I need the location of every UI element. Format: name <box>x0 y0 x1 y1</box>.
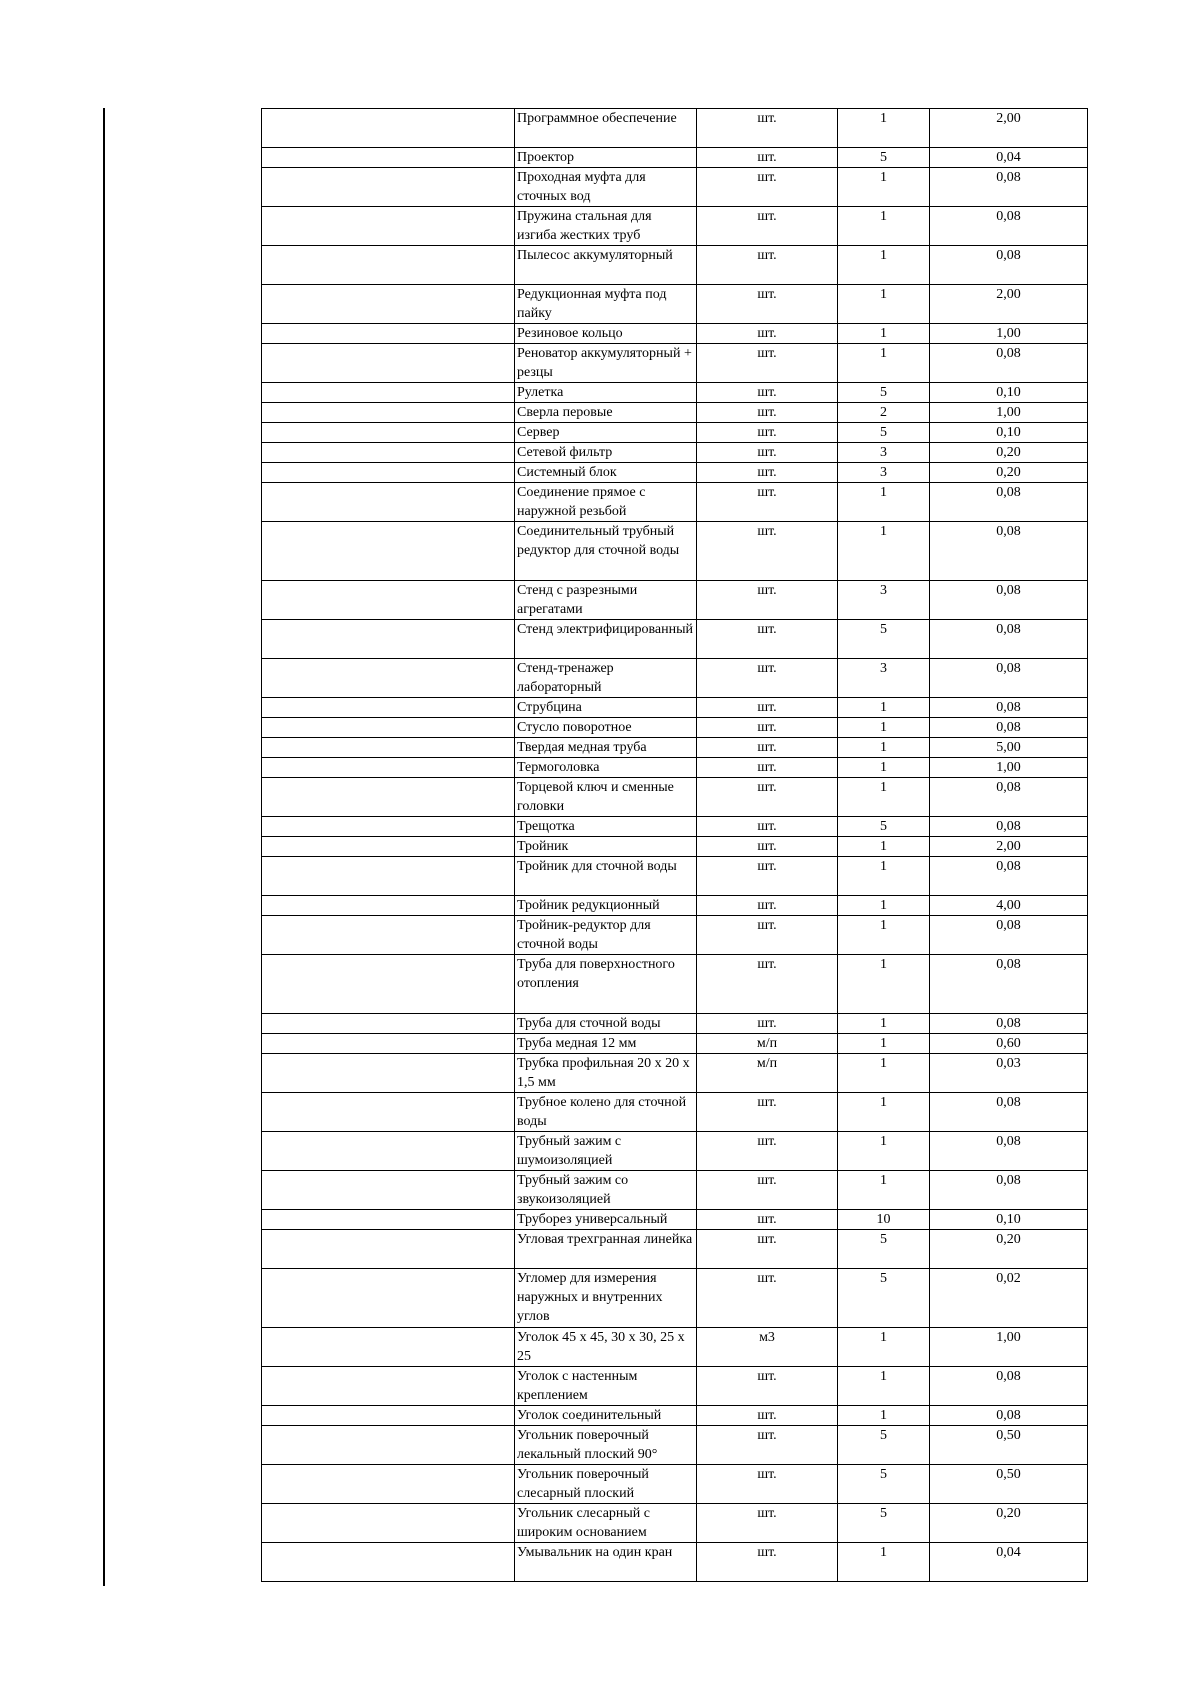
blank-cell <box>262 483 515 522</box>
item-name-cell: Программное обеспечение <box>515 109 697 148</box>
table-row <box>262 246 1088 285</box>
rate-cell: 0,50 <box>930 1465 1088 1504</box>
unit-cell: шт. <box>697 1014 838 1034</box>
unit-cell: шт. <box>697 718 838 738</box>
rate-cell: 0,60 <box>930 1034 1088 1054</box>
quantity-cell: 1 <box>838 955 930 1014</box>
item-name-cell: Проектор <box>515 148 697 168</box>
rate-cell: 0,20 <box>930 1230 1088 1269</box>
table-row <box>262 1093 1088 1132</box>
item-name-cell: Редукционная муфта под пайку <box>515 285 697 324</box>
unit-cell: шт. <box>697 698 838 718</box>
unit-cell: шт. <box>697 758 838 778</box>
item-name-cell: Труба для сточной воды <box>515 1014 697 1034</box>
unit-cell: шт. <box>697 659 838 698</box>
table-row <box>262 698 1088 718</box>
item-name-cell: Рулетка <box>515 383 697 403</box>
blank-cell <box>262 857 515 896</box>
item-name-cell: Торцевой ключ и сменные головки <box>515 778 697 817</box>
blank-cell <box>262 207 515 246</box>
rate-cell: 0,08 <box>930 522 1088 581</box>
table-row <box>262 109 1088 148</box>
quantity-cell: 1 <box>838 698 930 718</box>
unit-cell: шт. <box>697 1171 838 1210</box>
table-row <box>262 955 1088 1014</box>
quantity-cell: 5 <box>838 1269 930 1328</box>
item-name-cell: Умывальник на один кран <box>515 1543 697 1582</box>
quantity-cell: 1 <box>838 778 930 817</box>
quantity-cell: 5 <box>838 620 930 659</box>
blank-cell <box>262 620 515 659</box>
quantity-cell: 10 <box>838 1210 930 1230</box>
rate-cell: 0,08 <box>930 955 1088 1014</box>
blank-cell <box>262 324 515 344</box>
item-name-cell: Тройник редукционный <box>515 896 697 916</box>
item-name-cell: Проходная муфта для сточных вод <box>515 168 697 207</box>
rate-cell: 0,50 <box>930 1426 1088 1465</box>
table-row <box>262 1426 1088 1465</box>
quantity-cell: 3 <box>838 659 930 698</box>
table-row <box>262 1465 1088 1504</box>
unit-cell: шт. <box>697 778 838 817</box>
blank-cell <box>262 1230 515 1269</box>
quantity-cell: 1 <box>838 1406 930 1426</box>
unit-cell: шт. <box>697 738 838 758</box>
rate-cell: 0,08 <box>930 581 1088 620</box>
blank-cell <box>262 246 515 285</box>
quantity-cell: 5 <box>838 148 930 168</box>
unit-cell: шт. <box>697 896 838 916</box>
rate-cell: 5,00 <box>930 738 1088 758</box>
rate-cell: 0,08 <box>930 1014 1088 1034</box>
table-row <box>262 1269 1088 1328</box>
item-name-cell: Соединение прямое с наружной резьбой <box>515 483 697 522</box>
quantity-cell: 5 <box>838 1230 930 1269</box>
table-row <box>262 1406 1088 1426</box>
unit-cell: шт. <box>697 916 838 955</box>
unit-cell: шт. <box>697 383 838 403</box>
blank-cell <box>262 955 515 1014</box>
rate-cell: 0,20 <box>930 1504 1088 1543</box>
quantity-cell: 1 <box>838 344 930 383</box>
quantity-cell: 1 <box>838 1014 930 1034</box>
quantity-cell: 1 <box>838 1328 930 1367</box>
blank-cell <box>262 423 515 443</box>
table-row <box>262 522 1088 581</box>
table-row <box>262 344 1088 383</box>
item-name-cell: Угольник поверочный слесарный плоский <box>515 1465 697 1504</box>
unit-cell: шт. <box>697 522 838 581</box>
unit-cell: шт. <box>697 1210 838 1230</box>
unit-cell: шт. <box>697 581 838 620</box>
blank-cell <box>262 1328 515 1367</box>
blank-cell <box>262 837 515 857</box>
item-name-cell: Угольник слесарный с широким основанием <box>515 1504 697 1543</box>
rate-cell: 0,04 <box>930 1543 1088 1582</box>
table-row <box>262 1543 1088 1582</box>
blank-cell <box>262 778 515 817</box>
blank-cell <box>262 344 515 383</box>
blank-cell <box>262 1465 515 1504</box>
item-name-cell: Трубка профильная 20 х 20 х 1,5 мм <box>515 1054 697 1093</box>
unit-cell: шт. <box>697 1406 838 1426</box>
unit-cell: шт. <box>697 955 838 1014</box>
table-row <box>262 403 1088 423</box>
table-row <box>262 659 1088 698</box>
item-name-cell: Стенд-тренажер лабораторный <box>515 659 697 698</box>
equipment-table-body <box>262 109 1088 1582</box>
item-name-cell: Резиновое кольцо <box>515 324 697 344</box>
table-row <box>262 383 1088 403</box>
rate-cell: 1,00 <box>930 403 1088 423</box>
table-row <box>262 1132 1088 1171</box>
blank-cell <box>262 1269 515 1328</box>
quantity-cell: 1 <box>838 857 930 896</box>
item-name-cell: Уголок соединительный <box>515 1406 697 1426</box>
table-row <box>262 1504 1088 1543</box>
item-name-cell: Труборез универсальный <box>515 1210 697 1230</box>
blank-cell <box>262 1210 515 1230</box>
rate-cell: 0,08 <box>930 1171 1088 1210</box>
blank-cell <box>262 1093 515 1132</box>
item-name-cell: Соединительный трубный редуктор для сточной воды <box>515 522 697 581</box>
item-name-cell: Системный блок <box>515 463 697 483</box>
table-row <box>262 581 1088 620</box>
table-row <box>262 758 1088 778</box>
quantity-cell: 2 <box>838 403 930 423</box>
blank-cell <box>262 403 515 423</box>
quantity-cell: 5 <box>838 817 930 837</box>
table-row <box>262 778 1088 817</box>
unit-cell: шт. <box>697 207 838 246</box>
table-row <box>262 1034 1088 1054</box>
quantity-cell: 5 <box>838 1426 930 1465</box>
quantity-cell: 1 <box>838 718 930 738</box>
table-row <box>262 916 1088 955</box>
blank-cell <box>262 916 515 955</box>
rate-cell: 0,10 <box>930 1210 1088 1230</box>
blank-cell <box>262 285 515 324</box>
blank-cell <box>262 698 515 718</box>
table-row <box>262 168 1088 207</box>
quantity-cell: 1 <box>838 207 930 246</box>
table-row <box>262 1014 1088 1034</box>
table-row <box>262 718 1088 738</box>
table-row <box>262 1328 1088 1367</box>
item-name-cell: Стенд с разрезными агрегатами <box>515 581 697 620</box>
table-row <box>262 620 1088 659</box>
rate-cell: 0,04 <box>930 148 1088 168</box>
quantity-cell: 1 <box>838 1543 930 1582</box>
blank-cell <box>262 1132 515 1171</box>
blank-cell <box>262 659 515 698</box>
item-name-cell: Труба медная 12 мм <box>515 1034 697 1054</box>
quantity-cell: 5 <box>838 1465 930 1504</box>
rate-cell: 0,08 <box>930 1132 1088 1171</box>
quantity-cell: 1 <box>838 837 930 857</box>
rate-cell: 0,08 <box>930 1367 1088 1406</box>
table-row <box>262 817 1088 837</box>
item-name-cell: Сетевой фильтр <box>515 443 697 463</box>
unit-cell: шт. <box>697 1465 838 1504</box>
equipment-table <box>261 108 1088 1582</box>
rate-cell: 0,08 <box>930 483 1088 522</box>
blank-cell <box>262 1034 515 1054</box>
rate-cell: 2,00 <box>930 837 1088 857</box>
item-name-cell: Реноватор аккумуляторный + резцы <box>515 344 697 383</box>
table-row <box>262 463 1088 483</box>
blank-cell <box>262 896 515 916</box>
blank-cell <box>262 109 515 148</box>
unit-cell: шт. <box>697 168 838 207</box>
unit-cell: шт. <box>697 463 838 483</box>
item-name-cell: Угловая трехгранная линейка <box>515 1230 697 1269</box>
quantity-cell: 5 <box>838 383 930 403</box>
blank-cell <box>262 1426 515 1465</box>
item-name-cell: Трубный зажим со звукоизоляцией <box>515 1171 697 1210</box>
item-name-cell: Тройник <box>515 837 697 857</box>
table-row <box>262 1054 1088 1093</box>
item-name-cell: Пылесос аккумуляторный <box>515 246 697 285</box>
quantity-cell: 1 <box>838 168 930 207</box>
quantity-cell: 1 <box>838 1171 930 1210</box>
table-row <box>262 1367 1088 1406</box>
blank-cell <box>262 817 515 837</box>
rate-cell: 0,08 <box>930 1406 1088 1426</box>
quantity-cell: 1 <box>838 916 930 955</box>
table-row <box>262 896 1088 916</box>
rate-cell: 0,08 <box>930 718 1088 738</box>
unit-cell: шт. <box>697 483 838 522</box>
rate-cell: 2,00 <box>930 109 1088 148</box>
unit-cell: шт. <box>697 285 838 324</box>
unit-cell: шт. <box>697 1426 838 1465</box>
quantity-cell: 5 <box>838 423 930 443</box>
quantity-cell: 1 <box>838 738 930 758</box>
rate-cell: 0,20 <box>930 443 1088 463</box>
rate-cell: 0,02 <box>930 1269 1088 1328</box>
item-name-cell: Угольник поверочный лекальный плоский 90° <box>515 1426 697 1465</box>
quantity-cell: 1 <box>838 522 930 581</box>
item-name-cell: Пружина стальная для изгиба жестких труб <box>515 207 697 246</box>
unit-cell: шт. <box>697 1132 838 1171</box>
quantity-cell: 1 <box>838 285 930 324</box>
unit-cell: шт. <box>697 620 838 659</box>
unit-cell: шт. <box>697 109 838 148</box>
blank-cell <box>262 148 515 168</box>
quantity-cell: 1 <box>838 1367 930 1406</box>
quantity-cell: 3 <box>838 463 930 483</box>
rate-cell: 0,10 <box>930 383 1088 403</box>
blank-cell <box>262 1171 515 1210</box>
rate-cell: 0,03 <box>930 1054 1088 1093</box>
quantity-cell: 1 <box>838 109 930 148</box>
rate-cell: 0,08 <box>930 916 1088 955</box>
quantity-cell: 1 <box>838 1132 930 1171</box>
blank-cell <box>262 1504 515 1543</box>
rate-cell: 0,08 <box>930 620 1088 659</box>
unit-cell: м/п <box>697 1034 838 1054</box>
unit-cell: шт. <box>697 344 838 383</box>
blank-cell <box>262 1406 515 1426</box>
unit-cell: шт. <box>697 837 838 857</box>
table-row <box>262 207 1088 246</box>
table-row <box>262 285 1088 324</box>
table-row <box>262 443 1088 463</box>
rate-cell: 0,08 <box>930 817 1088 837</box>
table-row <box>262 738 1088 758</box>
rate-cell: 0,08 <box>930 246 1088 285</box>
item-name-cell: Труба для поверхностного отопления <box>515 955 697 1014</box>
quantity-cell: 3 <box>838 443 930 463</box>
blank-cell <box>262 443 515 463</box>
item-name-cell: Трубное колено для сточной воды <box>515 1093 697 1132</box>
blank-cell <box>262 1543 515 1582</box>
unit-cell: шт. <box>697 148 838 168</box>
unit-cell: шт. <box>697 1093 838 1132</box>
unit-cell: шт. <box>697 443 838 463</box>
unit-cell: шт. <box>697 1367 838 1406</box>
item-name-cell: Сверла перовые <box>515 403 697 423</box>
quantity-cell: 1 <box>838 758 930 778</box>
rate-cell: 1,00 <box>930 1328 1088 1367</box>
rate-cell: 2,00 <box>930 285 1088 324</box>
quantity-cell: 1 <box>838 1034 930 1054</box>
blank-cell <box>262 718 515 738</box>
item-name-cell: Термоголовка <box>515 758 697 778</box>
unit-cell: шт. <box>697 423 838 443</box>
table-row <box>262 324 1088 344</box>
item-name-cell: Сервер <box>515 423 697 443</box>
item-name-cell: Уголок 45 х 45, 30 х 30, 25 х 25 <box>515 1328 697 1367</box>
blank-cell <box>262 758 515 778</box>
unit-cell: шт. <box>697 1230 838 1269</box>
table-row <box>262 423 1088 443</box>
quantity-cell: 1 <box>838 896 930 916</box>
table-row <box>262 837 1088 857</box>
rate-cell: 0,08 <box>930 778 1088 817</box>
unit-cell: шт. <box>697 324 838 344</box>
blank-cell <box>262 1054 515 1093</box>
rate-cell: 0,08 <box>930 344 1088 383</box>
rate-cell: 0,08 <box>930 168 1088 207</box>
item-name-cell: Твердая медная труба <box>515 738 697 758</box>
rate-cell: 0,08 <box>930 1093 1088 1132</box>
page-margin-line <box>103 108 105 1586</box>
blank-cell <box>262 383 515 403</box>
item-name-cell: Трещотка <box>515 817 697 837</box>
table-row <box>262 1171 1088 1210</box>
rate-cell: 0,08 <box>930 659 1088 698</box>
table-row <box>262 857 1088 896</box>
unit-cell: м3 <box>697 1328 838 1367</box>
blank-cell <box>262 1014 515 1034</box>
table-row <box>262 1230 1088 1269</box>
table-row <box>262 1210 1088 1230</box>
item-name-cell: Уголок с настенным креплением <box>515 1367 697 1406</box>
unit-cell: шт. <box>697 403 838 423</box>
quantity-cell: 3 <box>838 581 930 620</box>
item-name-cell: Трубный зажим с шумоизоляцией <box>515 1132 697 1171</box>
item-name-cell: Угломер для измерения наружных и внутренних углов <box>515 1269 697 1328</box>
unit-cell: шт. <box>697 1269 838 1328</box>
unit-cell: шт. <box>697 857 838 896</box>
unit-cell: шт. <box>697 1504 838 1543</box>
item-name-cell: Стусло поворотное <box>515 718 697 738</box>
rate-cell: 1,00 <box>930 758 1088 778</box>
unit-cell: шт. <box>697 1543 838 1582</box>
rate-cell: 4,00 <box>930 896 1088 916</box>
rate-cell: 0,08 <box>930 698 1088 718</box>
blank-cell <box>262 1367 515 1406</box>
quantity-cell: 1 <box>838 483 930 522</box>
rate-cell: 0,10 <box>930 423 1088 443</box>
rate-cell: 0,20 <box>930 463 1088 483</box>
quantity-cell: 1 <box>838 1093 930 1132</box>
item-name-cell: Струбцина <box>515 698 697 718</box>
item-name-cell: Стенд электрифицированный <box>515 620 697 659</box>
blank-cell <box>262 738 515 758</box>
quantity-cell: 1 <box>838 324 930 344</box>
blank-cell <box>262 463 515 483</box>
item-name-cell: Тройник для сточной воды <box>515 857 697 896</box>
blank-cell <box>262 581 515 620</box>
table-row <box>262 148 1088 168</box>
unit-cell: м/п <box>697 1054 838 1093</box>
quantity-cell: 5 <box>838 1504 930 1543</box>
rate-cell: 0,08 <box>930 857 1088 896</box>
quantity-cell: 1 <box>838 1054 930 1093</box>
unit-cell: шт. <box>697 817 838 837</box>
item-name-cell: Тройник-редуктор для сточной воды <box>515 916 697 955</box>
table-row <box>262 483 1088 522</box>
quantity-cell: 1 <box>838 246 930 285</box>
blank-cell <box>262 168 515 207</box>
blank-cell <box>262 522 515 581</box>
unit-cell: шт. <box>697 246 838 285</box>
rate-cell: 0,08 <box>930 207 1088 246</box>
rate-cell: 1,00 <box>930 324 1088 344</box>
